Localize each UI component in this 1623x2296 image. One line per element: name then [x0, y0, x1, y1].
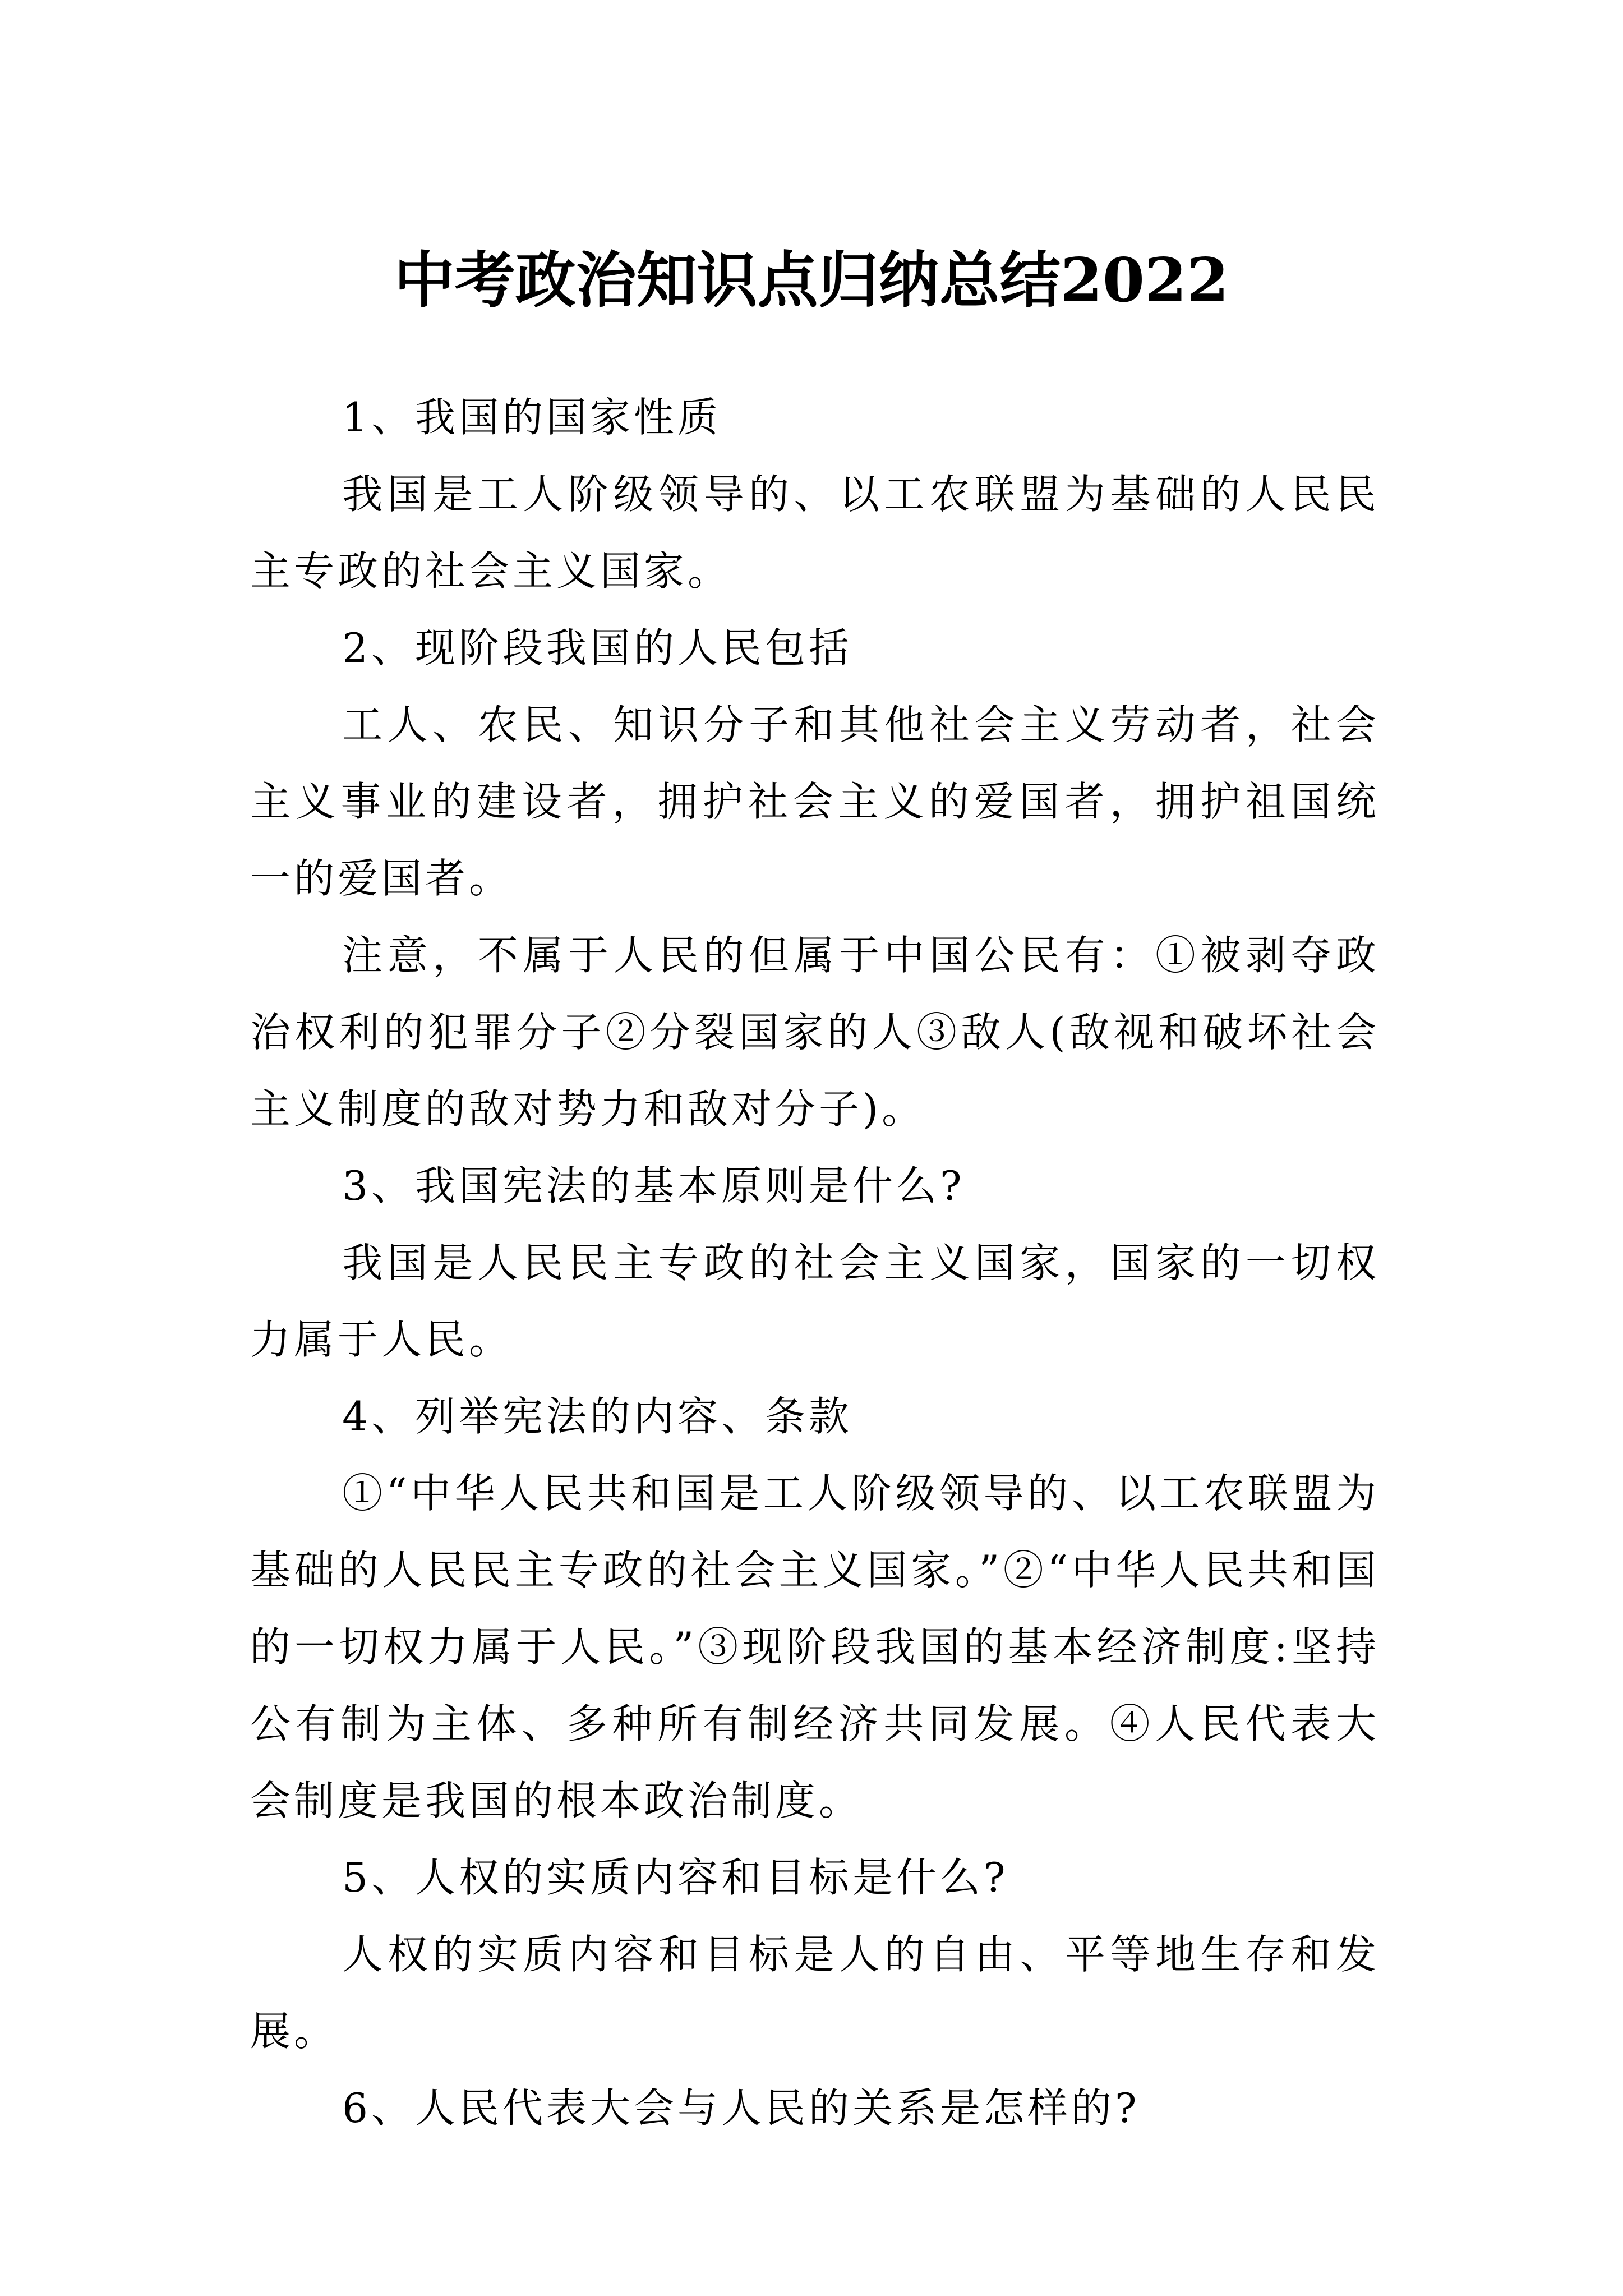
paragraph-people-scope: 工人、农民、知识分子和其他社会主义劳动者，社会主义事业的建设者，拥护社会主义的爱国者，拥护祖国统一的爱国者。	[250, 701, 1380, 902]
document-body	[250, 379, 1380, 2147]
paragraph-constitution-clauses: ①“中华人民共和国是工人阶级领导的、以工农联盟为基础的人民民主专政的社会主义国家。”②“中华人民共和国的一切权力属于人民。”③现阶段我国的基本经济制度:坚持公有制为主体、多种所有制经济共同发展。④人民代表大会制度是我国的根本政治制度。	[250, 1470, 1380, 1824]
section-heading-4: 4、列举宪法的内容、条款	[342, 1393, 852, 1440]
section-heading-6: 6、人民代表大会与人民的关系是怎样的?	[342, 2085, 1140, 2132]
paragraph-human-rights: 人权的实质内容和目标是人的自由、平等地生存和发展。	[250, 1931, 1380, 2055]
paragraph-constitution-principle: 我国是人民民主专政的社会主义国家，国家的一切权力属于人民。	[250, 1239, 1380, 1363]
document-title: 中考政治知识点归纳总结2022	[394, 245, 1229, 316]
section-heading-3: 3、我国宪法的基本原则是什么?	[342, 1162, 965, 1209]
paragraph-note-citizens: 注意，不属于人民的但属于中国公民有：①被剥夺政治权利的犯罪分子②分裂国家的人③敌人(敌视和破坏社会主义制度的敌对势力和敌对分子)。	[250, 932, 1380, 1133]
section-heading-5: 5、人权的实质内容和目标是什么?	[342, 1854, 1009, 1901]
paragraph-state-nature: 我国是工人阶级领导的、以工农联盟为基础的人民民主专政的社会主义国家。	[250, 471, 1380, 595]
section-heading-2: 2、现阶段我国的人民包括	[342, 624, 852, 671]
section-heading-1: 1、我国的国家性质	[342, 394, 721, 441]
